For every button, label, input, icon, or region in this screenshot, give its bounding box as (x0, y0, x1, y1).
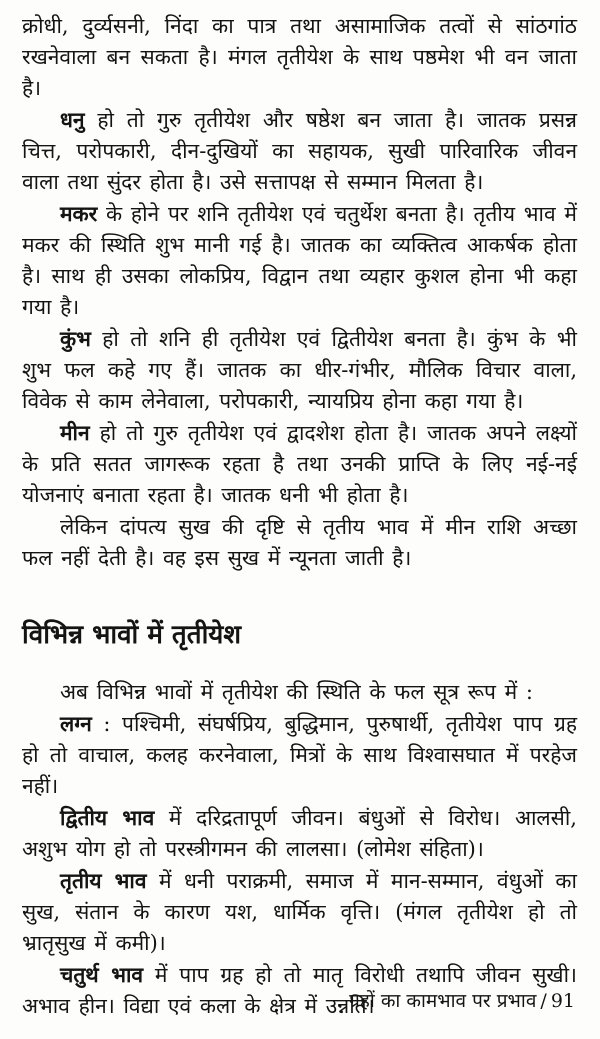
paragraph-lead: द्वितीय भाव (60, 805, 155, 830)
paragraph-lead: कुंभ (60, 326, 91, 351)
paragraph-text: में दरिद्रतापूर्ण जीवन। बंधुओं से विरोध। आलसी, अशुभ योग हो तो परस्त्रीगमन की लालसा। (लोमेश संहिता)। (22, 806, 577, 861)
paragraph (22, 865, 577, 959)
paragraph (22, 104, 577, 198)
paragraph-text: हो तो शनि ही तृतीयेश एवं द्वितीयेश बनता है। कुंभ के भी शुभ फल कहे गए हैं। जातक का धीर-गंभीर, मौलिक विचार वाला, विवेक से काम लेनेवाला, परोपकारी, न्यायप्रिय होना कहा गया है। (22, 327, 577, 413)
paragraph (22, 10, 577, 104)
paragraph (22, 802, 577, 865)
paragraph-text: लेकिन दांपत्य सुख की दृष्टि से तृतीय भाव में मीन राशि अच्छा फल नहीं देती है। वह इस सुख में न्यूनता जाती है। (22, 515, 577, 570)
paragraph-text: क्रोधी, दुर्व्यसनी, निंदा का पात्र तथा असामाजिक तत्वों से सांठगांठ रखनेवाला बन सकता है। मंगल तृतीयेश के साथ पष्ठमेश भी वन जाता है। (22, 14, 577, 100)
page-number: 91 (550, 990, 575, 1012)
paragraph (22, 676, 577, 708)
paragraph (22, 708, 577, 802)
paragraph-text: हो तो गुरु तृतीयेश और षष्ठेश बन जाता है। जातक प्रसन्न चित्त, परोपकारी, दीन-दुखियों का सहायक, सुखी पारिवारिक जीवन वाला तथा सुंदर होता है। उसे सत्तापक्ष से सम्मान मिलता है। (22, 108, 577, 194)
paragraph-text: में धनी पराक्रमी, समाज में मान-सम्मान, वंधुओं का सुख, संतान के कारण यश, धार्मिक वृत्ति। (मंगल तृतीयेश हो तो भ्रातृसुख में कमी)। (22, 869, 577, 955)
paragraph (22, 511, 577, 574)
paragraph (22, 323, 577, 417)
paragraph-text: के होने पर शनि तृतीयेश एवं चतुर्थेश बनता है। तृतीय भाव में मकर की स्थिति शुभ मानी गई है। जातक का व्यक्तित्व आकर्षक होता है। साथ ही उसका लोकप्रिय, विद्वान तथा व्यहार कुशल होना भी कहा गया है। (22, 202, 577, 319)
footer-separator: / (540, 990, 547, 1012)
paragraph-lead: तृतीय भाव (60, 868, 147, 893)
running-footer (349, 988, 575, 1014)
paragraph-lead: लग्न (60, 711, 92, 736)
paragraph-text: : पश्चिमी, संघर्षप्रिय, बुद्धिमान, पुरुषार्थी, तृतीयेश पाप ग्रह हो तो वाचाल, कलह करनेवाला, मित्रों के साथ विश्वासघात में परहेज नहीं। (22, 712, 577, 798)
page-content (22, 10, 577, 1022)
paragraph-lead: मकर (60, 201, 98, 226)
paragraph-lead: चतुर्थ भाव (60, 962, 144, 987)
section-heading: विभिन्न भावों में तृतीयेश (22, 620, 242, 650)
paragraph-text: हो तो गुरु तृतीयेश एवं द्वादशेश होता है। जातक अपने लक्ष्यों के प्रति सतत जागरूक रहता है तथा उनकी प्राप्ति के लिए नई-नई योजनाएं बनाता रहता है। जातक धनी भी होता है। (22, 421, 577, 507)
paragraph (22, 417, 577, 511)
paragraph-lead: धनु (60, 107, 85, 132)
paragraph-lead: मीन (60, 420, 90, 445)
paragraph (22, 198, 577, 323)
paragraph-text: अब विभिन्न भावों में तृतीयेश की स्थिति के फल सूत्र रूप में : (60, 680, 533, 704)
footer-title: ग्रहों का कामभाव पर प्रभाव (349, 990, 537, 1012)
paragraph-text: में पाप ग्रह हो तो मातृ विरोधी तथापि जीवन सुखी। अभाव हीन। विद्या एवं कला के क्षेत्र में उन्नति। (22, 963, 577, 1018)
